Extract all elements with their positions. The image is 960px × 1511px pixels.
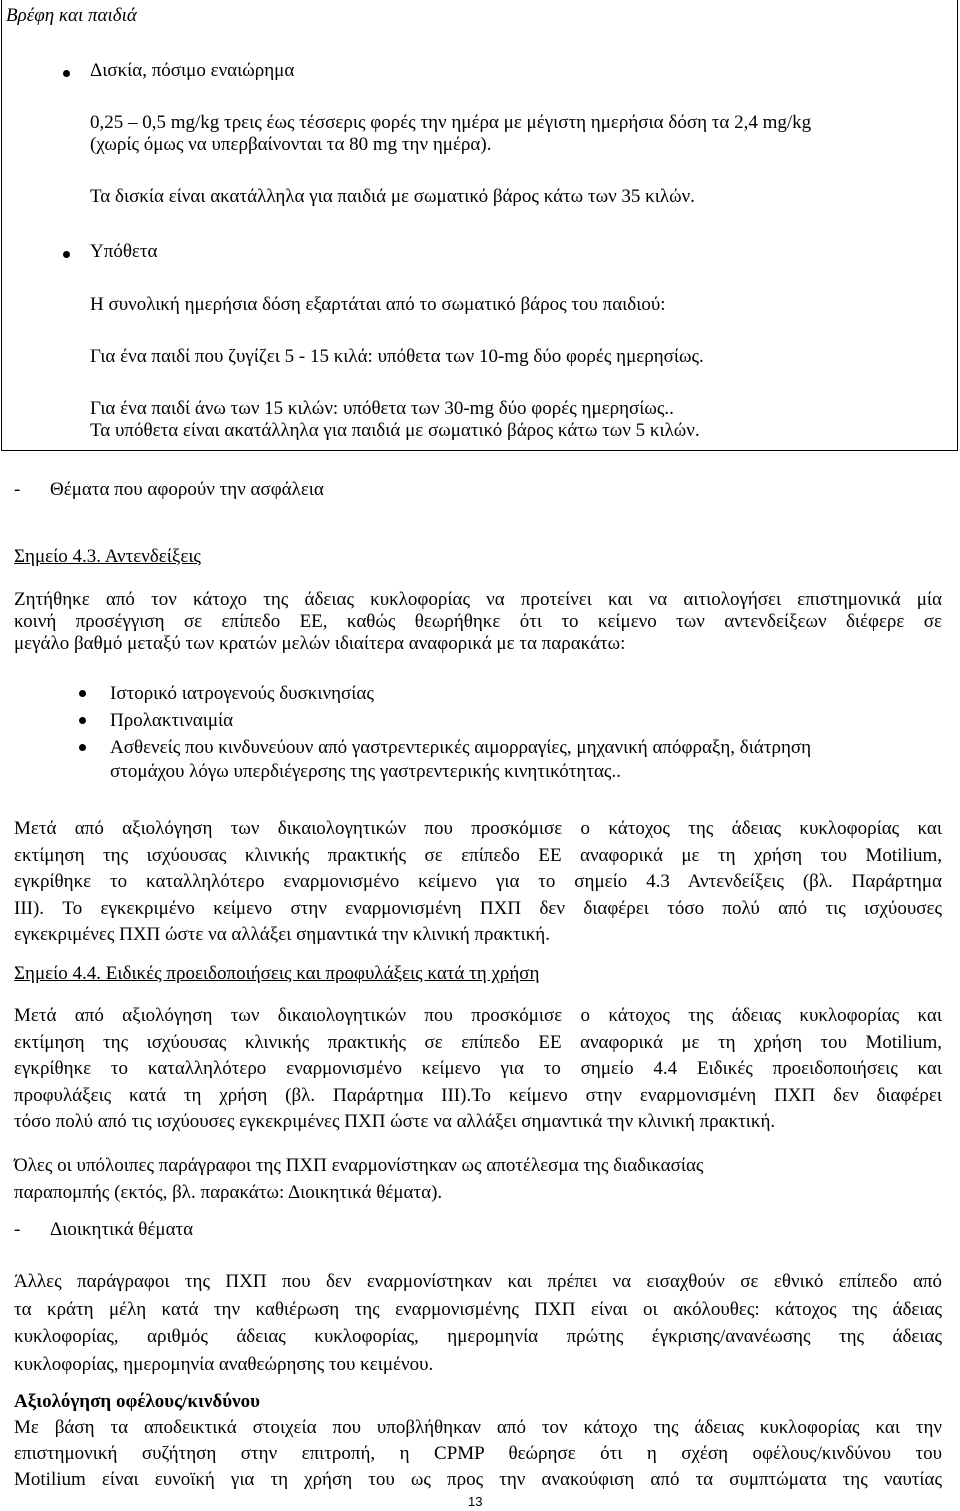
tablets-title: Δισκία, πόσιμο εναιώρημα [90, 60, 295, 81]
text-line: Μετά από αξιολόγηση των δικαιολογητικών που προσκόμισε ο κάτοχος της άδειας κυκλοφορίας και [14, 1005, 942, 1026]
admin-heading: Διοικητικά θέματα [50, 1219, 194, 1240]
bullet-icon [63, 70, 70, 77]
text-line: επιστημονική συζήτηση στην επιτροπή, η CPMP θεώρησε ότι η σχέση οφέλους/κινδύνου του [14, 1443, 942, 1464]
bullet-icon [79, 717, 86, 724]
s43-paragraph-2 [14, 816, 942, 949]
supp-over15: Για ένα παιδί άνω των 15 κιλών: υπόθετα των 30-mg δύο φορές ημερησίως.. [90, 398, 674, 419]
tablets-dose-line2: (χωρίς όμως να υπερβαίνονται τα 80 mg την ημέρα). [90, 134, 492, 155]
tablets-dose-line1: 0,25 – 0,5 mg/kg τρεις έως τέσσερις φορές την ημέρα με μέγιστη ημερήσια δόση τα 2,4 mg/kg [90, 112, 812, 133]
s43-bullet-3: Ασθενείς που κινδυνεύουν από γαστρεντερικές αιμορραγίες, μηχανική απόφραξη, διάτρηση [110, 737, 812, 758]
s43-heading: Σημείο 4.3. Αντενδείξεις [14, 546, 201, 567]
text-line: προφυλάξεις κατά τη χρήση (βλ. Παράρτημα III).Το κείμενο στην εναρμονισμένη ΠΧΠ δεν διαφέρει [14, 1084, 942, 1106]
supp-title: Υπόθετα [90, 241, 158, 262]
box-heading: Βρέφη και παιδιά [6, 5, 137, 26]
s43-bullet-1: Ιστορικό ιατρογενούς δυσκινησίας [110, 683, 374, 704]
supp-total: Η συνολική ημερήσια δόση εξαρτάται από το σωματικό βάρος του παιδιού: [90, 294, 666, 315]
admin-paragraph [14, 1268, 942, 1378]
text-line: Ζητήθηκε από τον κάτοχο της άδειας κυκλοφορίας να προτείνει και να αιτιολογήσει επιστημονικά μία [14, 589, 942, 610]
benefit-heading: Αξιολόγηση οφέλους/κινδύνου [14, 1391, 260, 1412]
dash-marker: - [14, 1219, 21, 1240]
text-line: Με βάση τα αποδεικτικά στοιχεία που υποβλήθηκαν από τον κάτοχο της άδειας κυκλοφορίας και την [14, 1417, 942, 1438]
text-line: κυκλοφορίας, ημερομηνία αναθεώρησης του κειμένου. [14, 1353, 434, 1375]
bullet-icon [79, 744, 86, 751]
s43-paragraph-1 [14, 589, 942, 655]
bullet-icon [79, 690, 86, 697]
text-line: παραπομπής (εκτός, βλ. παρακάτω: Διοικητικά θέματα). [14, 1182, 443, 1203]
text-line: εγκρίθηκε το καταλληλότερο εναρμονισμένο κείμενο για το σημείο 4.4 Ειδικές προειδοποιήσεις και [14, 1058, 942, 1079]
benefit-paragraph [14, 1415, 942, 1493]
text-line: εγκρίθηκε το καταλληλότερο εναρμονισμένο κείμενο για το σημείο 4.3 Αντενδείξεις (βλ. Παράρτημα [14, 871, 942, 892]
bullet-icon [63, 251, 70, 258]
text-line: κυκλοφορίας, αριθμός άδειας κυκλοφορίας, ημερομηνία πρώτης έγκρισης/ανανέωσης της άδειας [14, 1326, 942, 1347]
text-line: μεγάλο βαθμό μεταξύ των κρατών μελών ιδιαίτερα αναφορικά με τα παρακάτω: [14, 633, 626, 654]
text-line: εκτίμηση της ισχύουσας κλινικής πρακτικής σε επίπεδο ΕΕ αναφορικά με τη χρήση του Motilium, [14, 1031, 942, 1053]
text-line: κοινή προσέγγιση σε επίπεδο ΕΕ, καθώς θεωρήθηκε ότι το κείμενο των αντενδείξεων διέφερε σε [14, 611, 942, 632]
safety-heading: Θέματα που αφορούν την ασφάλεια [50, 479, 324, 500]
text-line: τόσο πολύ από τις ισχύουσες εγκεκριμένες ΠΧΠ ώστε να αλλάξει σημαντικά την κλινική πρακτική. [14, 1111, 776, 1132]
tablets-note: Τα δισκία είναι ακατάλληλα για παιδιά με σωματικό βάρος κάτω των 35 κιλών. [90, 186, 695, 207]
text-line: III). Το εγκεκριμένο κείμενο στην εναρμονισμένη ΠΧΠ δεν διαφέρει τόσο πολύ από τις ισχύουσες [14, 897, 942, 919]
text-line: εκτίμηση της ισχύουσας κλινικής πρακτικής σε επίπεδο ΕΕ αναφορικά με τη χρήση του Motilium, [14, 844, 942, 866]
text-line: τα κράτη μέλη κατά την καθιέρωση της εναρμονισμένης ΠΧΠ είναι οι ακόλουθες: κάτοχος της άδειας [14, 1298, 942, 1320]
supp-note: Τα υπόθετα είναι ακατάλληλα για παιδιά με σωματικό βάρος κάτω των 5 κιλών. [90, 420, 700, 441]
supp-5-15: Για ένα παιδί που ζυγίζει 5 - 15 κιλά: υπόθετα των 10-mg δύο φορές ημερησίως. [90, 346, 704, 367]
text-line: Όλες οι υπόλοιπες παράγραφοι της ΠΧΠ εναρμονίστηκαν ως αποτέλεσμα της διαδικασίας [14, 1155, 704, 1176]
s43-bullet-3-cont: στομάχου λόγω υπερδιέγερσης της γαστρεντερικής κινητικότητας.. [110, 761, 621, 782]
text-line: εγκεκριμένες ΠΧΠ ώστε να αλλάξει σημαντικά την κλινική πρακτική. [14, 924, 550, 945]
text-line: Μετά από αξιολόγηση των δικαιολογητικών που προσκόμισε ο κάτοχος της άδειας κυκλοφορίας και [14, 818, 942, 839]
dash-marker: - [14, 479, 21, 500]
s44-paragraph-2 [14, 1152, 703, 1206]
page-number: 13 [468, 1494, 483, 1509]
s44-paragraph-1 [14, 1003, 942, 1136]
s43-bullet-2: Προλακτιναιμία [110, 710, 234, 731]
s44-heading: Σημείο 4.4. Ειδικές προειδοποιήσεις και προφυλάξεις κατά τη χρήση [14, 963, 540, 984]
text-line: Motilium είναι ευνοϊκή για τη χρήση του ως προς την ανακούφιση από τα συμπτώματα της ναυτίας [14, 1469, 942, 1490]
text-line: Άλλες παράγραφοι της ΠΧΠ που δεν εναρμονίστηκαν και πρέπει να εισαχθούν σε εθνικό επίπεδο από [14, 1271, 942, 1292]
